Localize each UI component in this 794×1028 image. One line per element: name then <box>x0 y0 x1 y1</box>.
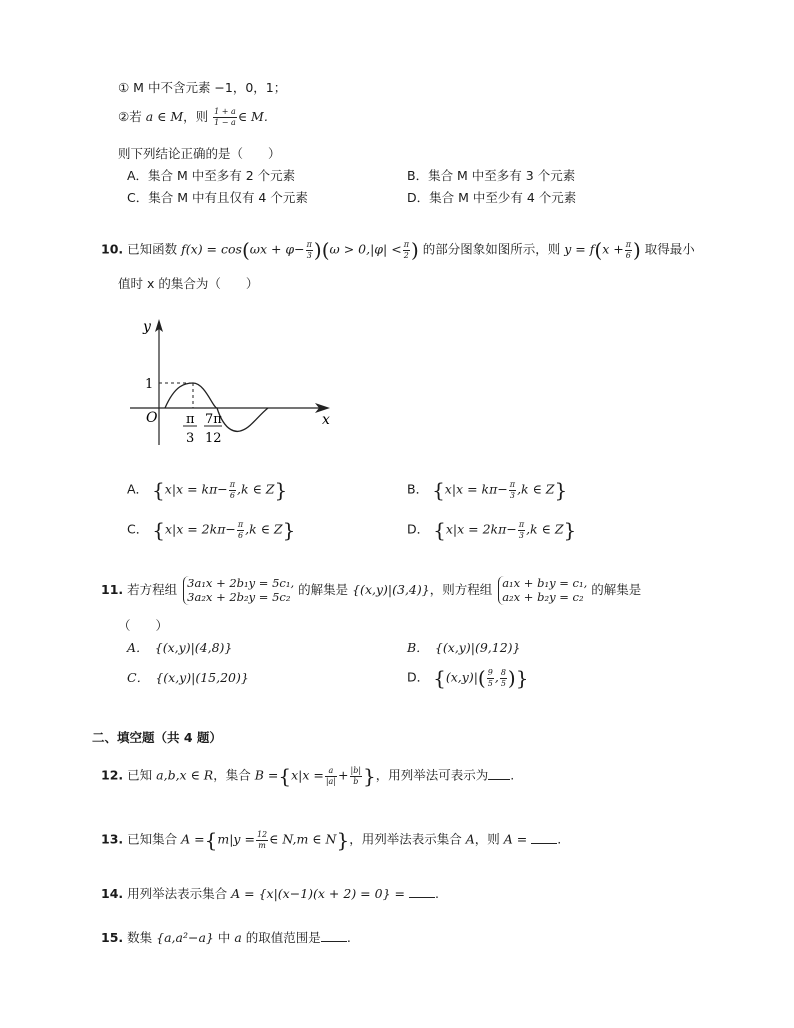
q10-option-a-frac <box>229 481 236 500</box>
q9-condition-2 <box>118 108 268 127</box>
q10-paren-open: ( <box>241 238 250 262</box>
brace-close: } <box>515 666 529 690</box>
q10-cond-open: ( <box>321 238 330 262</box>
brace-open: { <box>278 764 292 788</box>
brace-open: { <box>152 518 165 542</box>
q11-system-1 <box>183 576 294 605</box>
tick-pi3-den: 3 <box>186 431 195 446</box>
q14-number: 14. <box>101 886 124 901</box>
q10-yf: y = f <box>564 241 595 257</box>
q13-number: 13. <box>101 831 124 847</box>
q10-line-1 <box>101 238 695 262</box>
q14-text-1: 用列举法表示集合 <box>127 886 228 901</box>
q10-frac-pi6-den: 6 <box>625 250 631 260</box>
one-label: 1 <box>145 377 154 392</box>
q14-expr: A = {x|(x−1)(x + 2) = 0} = <box>231 886 405 901</box>
origin-label: O <box>146 410 158 426</box>
q13-frac <box>256 831 268 850</box>
q11-text-2: 的解集是 <box>298 581 349 597</box>
q15-line <box>101 930 351 945</box>
q10-frac-pi3-num: π <box>306 239 312 249</box>
q12-frac-1-den: |a| <box>325 776 337 786</box>
paren-close: ) <box>507 666 516 690</box>
q12-vars: a,b,x ∈ R <box>156 767 214 783</box>
q10-frac-pi3 <box>306 241 313 260</box>
q10-option-b-end: ,k ∈ Z <box>517 481 555 497</box>
q11-option-c[interactable]: C． {(x,y)|(15,20)} <box>127 670 249 685</box>
q13-frac-den: m <box>258 840 266 850</box>
brace-close: } <box>363 764 376 788</box>
q10-cond: ω > 0,|φ| < <box>329 241 402 257</box>
q9-condition-1: ① M 中不含元素 −1，0，1； <box>118 80 287 95</box>
brace-close: } <box>274 478 288 502</box>
q10-text-3: 取得最小 <box>644 241 695 257</box>
q10-frac-pi3-den: 3 <box>306 250 312 260</box>
q13-answer-blank[interactable] <box>531 833 557 844</box>
q12-text-3: ，用列举法可表示为 <box>375 767 489 783</box>
brace-open: { <box>432 478 445 502</box>
q10-text-2: 的部分图象如图所示，则 <box>422 241 561 257</box>
q12-inner: x|x = <box>291 767 324 783</box>
q10-xplus: x + <box>602 241 624 257</box>
q10-option-d-frac-den: 3 <box>518 530 524 540</box>
q11-answer-paren: （ ） <box>118 618 169 633</box>
q9-fraction <box>213 108 237 127</box>
tick-7pi12-num: 7π <box>205 412 222 427</box>
q11-option-d-n2: 8 <box>500 667 506 677</box>
q10-inner: ωx + φ− <box>249 241 305 257</box>
q11-line-1 <box>101 576 641 605</box>
q10-option-a[interactable] <box>127 478 287 502</box>
q13-frac-num: 12 <box>256 829 268 839</box>
q11-option-d-d2: 5 <box>500 678 506 688</box>
q15-text-3: 的取值范围是 <box>245 930 321 945</box>
q10-frac-pi2-num: π <box>403 239 409 249</box>
q11-solution-set: {(x,y)|(3,4)} <box>352 581 430 597</box>
q10-option-d-frac-num: π <box>518 519 525 529</box>
q11-text-3: ，则方程组 <box>429 581 493 597</box>
q10-option-c-label: C． <box>127 521 149 537</box>
q9-frac-num: 1 + a <box>214 107 236 116</box>
q13-eq: A = <box>503 831 528 847</box>
q9-option-d[interactable]: D．集合 M 中至少有 4 个元素 <box>407 190 577 205</box>
q10-option-b-label: B． <box>407 481 429 497</box>
q10-number: 10. <box>101 241 124 257</box>
q11-system-2-eq1: a₁x + b₁y = c₁, <box>502 576 588 590</box>
q14-end: . <box>434 886 439 901</box>
q10-option-a-expr: x|x = kπ− <box>164 481 228 497</box>
q10-option-a-frac-den: 6 <box>229 490 235 500</box>
q11-system-1-eq2: 3a₂x + 2b₂y = 5c₂ <box>187 590 291 605</box>
q15-answer-blank[interactable] <box>321 931 347 942</box>
q15-set: {a,a²−a} <box>156 930 214 945</box>
q10-option-b-frac-num: π <box>509 479 516 489</box>
q13-cond: ∈ N,m ∈ N <box>269 831 337 847</box>
q15-a: a <box>234 930 242 945</box>
q10-option-b-frac <box>509 481 516 500</box>
q12-frac-1 <box>325 767 337 786</box>
q10-frac-pi6 <box>625 241 632 260</box>
brace-close: } <box>336 828 350 852</box>
q13-text-3: ，则 <box>474 831 500 847</box>
q10-option-c-frac-den: 6 <box>237 530 244 540</box>
brace-close: } <box>554 478 568 502</box>
q12-line <box>101 764 514 788</box>
q10-option-c-expr: x|x = 2kπ− <box>164 521 236 537</box>
q11-system-1-eq1: 3a₁x + 2b₁y = 5c₁, <box>187 576 295 590</box>
q10-yf-close: ) <box>632 238 641 262</box>
q10-frac-pi6-num: π <box>625 239 631 249</box>
paren-open: ( <box>477 666 486 690</box>
q10-option-c-end: ,k ∈ Z <box>245 521 283 537</box>
q9-a-in-m: a ∈ M <box>145 109 184 124</box>
q13-end: . <box>557 831 562 847</box>
q13-text-2: ，用列举法表示集合 <box>349 831 462 847</box>
brace-close: } <box>282 518 296 542</box>
q14-answer-blank[interactable] <box>409 887 435 898</box>
q10-text-1: 已知函数 <box>127 241 178 257</box>
q13-inner: m|y = <box>217 831 255 847</box>
q11-option-d-d1: 5 <box>487 678 493 688</box>
q10-line-2: 值时 x 的集合为（ ） <box>118 276 259 291</box>
q11-option-d-frac-2 <box>500 669 507 688</box>
q11-option-d-frac-1 <box>487 669 494 688</box>
q12-answer-blank[interactable] <box>488 769 510 780</box>
q12-number: 12. <box>101 767 124 783</box>
q15-text-2: 中 <box>217 930 231 945</box>
x-axis-label: x <box>322 412 330 428</box>
q11-text-1: 若方程组 <box>127 581 178 597</box>
q10-paren-close: ) <box>313 238 322 262</box>
q9-option-a[interactable]: A．集合 M 中至多有 2 个元素 <box>127 168 296 183</box>
q10-frac-pi2-den: 2 <box>403 250 409 260</box>
q11-option-b[interactable]: B． {(x,y)|(9,12)} <box>407 640 521 655</box>
q10-option-d-frac <box>518 521 525 540</box>
q10-option-d[interactable] <box>407 518 576 542</box>
q10-option-d-end: ,k ∈ Z <box>526 521 564 537</box>
q14-line <box>101 886 439 901</box>
q13-line <box>101 828 561 852</box>
q13-text-1: 已知集合 <box>127 831 178 847</box>
brace-open: { <box>204 828 218 852</box>
q12-text-1: 已知 <box>127 767 153 783</box>
tick-pi3-num: π <box>186 412 195 427</box>
brace-open: { <box>433 666 446 690</box>
q10-graph <box>125 315 340 455</box>
q12-frac-2-den: b <box>353 776 359 786</box>
q10-cond-close: ) <box>410 238 419 262</box>
y-axis-label: y <box>143 319 151 335</box>
tick-7pi12-den: 12 <box>205 431 222 446</box>
q12-frac-2 <box>350 767 363 786</box>
q11-number: 11. <box>101 581 124 597</box>
q10-option-c-frac-num: π <box>237 519 244 529</box>
q12-frac-1-num: a <box>325 767 337 777</box>
q13-a: A <box>465 831 475 847</box>
q10-option-c-frac <box>237 521 244 540</box>
q10-option-b-frac-den: 3 <box>509 490 515 500</box>
q10-yf-open: ( <box>594 238 603 262</box>
q10-option-a-frac-num: π <box>229 479 236 489</box>
q15-end: . <box>346 930 351 945</box>
q15-text-1: 数集 <box>127 930 153 945</box>
brace-open: { <box>433 518 446 542</box>
q9-stem: 则下列结论正确的是（ ） <box>118 146 281 161</box>
q9-cond2-mid: ，则 <box>183 109 209 124</box>
q11-text-4: 的解集是 <box>591 581 642 597</box>
q10-option-c[interactable] <box>127 518 295 542</box>
q12-frac-2-num: |b| <box>350 765 362 775</box>
q10-fx: f(x) = cos <box>181 241 242 257</box>
q13-set-a: A = <box>181 831 205 847</box>
q10-option-b[interactable] <box>407 478 567 502</box>
brace-close: } <box>563 518 577 542</box>
q11-system-2 <box>498 576 587 605</box>
q10-option-a-end: ,k ∈ Z <box>237 481 275 497</box>
q10-option-a-label: A． <box>127 481 149 497</box>
q10-option-d-label: D． <box>407 521 430 537</box>
q9-cond2-suffix: ∈ M. <box>237 109 268 124</box>
q11-option-d[interactable]: D． {(x,y)|( $\frac{9}{5}$ , $\frac{8}{5}$ )} <box>407 666 529 690</box>
q9-option-b[interactable]: B．集合 M 中至多有 3 个元素 <box>407 168 576 183</box>
q11-option-a[interactable]: A． {(x,y)|(4,8)} <box>127 640 233 655</box>
q11-option-d-expr: (x,y)| <box>445 669 478 685</box>
q10-frac-pi2 <box>403 241 410 260</box>
q12-end: . <box>510 767 515 783</box>
q9-option-c[interactable]: C．集合 M 中有且仅有 4 个元素 <box>127 190 308 205</box>
q12-text-2: ，集合 <box>213 767 251 783</box>
q11-option-d-n1: 9 <box>487 667 493 677</box>
q15-number: 15. <box>101 930 124 945</box>
q12-plus: + <box>338 767 349 783</box>
q10-option-d-expr: x|x = 2kπ− <box>445 521 517 537</box>
q11-option-d-label: D． <box>407 669 430 685</box>
q12-set-b: B = <box>254 767 279 783</box>
q10-option-b-expr: x|x = kπ− <box>444 481 508 497</box>
q9-cond2-prefix: ②若 <box>118 109 142 124</box>
section-2-title: 二、填空题（共 4 题） <box>92 730 222 745</box>
q11-system-2-eq2: a₂x + b₂y = c₂ <box>502 590 584 605</box>
brace-open: { <box>152 478 165 502</box>
q9-frac-den: 1 − a <box>214 118 236 127</box>
